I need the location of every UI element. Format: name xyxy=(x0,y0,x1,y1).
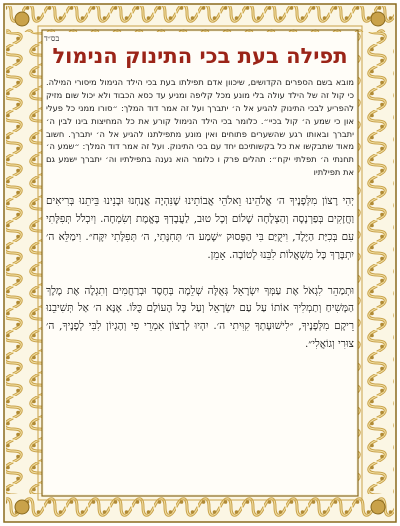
document-body xyxy=(44,32,356,494)
intro-paragraph: מובא בשם הספרים הקדושים, שיכוון אדם תפילתו בעת בכי הילד הנימול מיסורי המילה. כי קול זה של הילד עולה בלי מונע מכל קליפה ומניע עד כסא הכבוד ולא יכול שום מזיק להפריע לבכי התינוק להגיע אל ה׳ יתברך ועל זה אמר דוד המלך: ״סורו ממני כל פעלי און כי שמע ה׳ קול בכיי״. כלומר בכי הילד הנימול קורע את כל המחיצות בינו לבין ה׳ יתברך ובאותו רגע שהשערים פתוחים ואין מונע מתפילתנו להגיע אל ה׳ יתברך. חשוב מאוד שתבקשו את כל בקשותיכם יחד עם בכי התינוק. ועל זה אמר דוד המלך: ״שמע ה׳ תחנתי ה׳ תפלתי יקח״: תהלים פרק ו כלומר הוא נענה בתפילתיו וה׳ יתברך ישמע גם את תפילתיו xyxy=(46,77,354,178)
bsd-header: בס״ד xyxy=(44,34,60,43)
page-title: תפילה בעת בכי התינוק הנימול xyxy=(52,44,348,68)
prayer-paragraph-2: וּתְמַהֵר לִגְאֹל אֶת עַמְּךָ יִשְׂרָאֵל גְּאֻלָּה שְׁלֵמָה בְּחֶסֶד וּבְרַחֲמִים וְתִגְלֶה אֶת מֶלֶךְ הַמָּשִׁיחַ וְתַמְלִיךְ אוֹתוֹ עַל עַם יִשְׂרָאֵל וְעַל כָּל הָעוֹלָם כֻּלּוֹ. אָנָּא ה׳ אַל תְּשִׁיבֵנוּ רֵיקָם מִלְּפָנֶיךָ, ״לִישׁוּעָתְךָ קִוִּיתִי ה׳. יִהְיוּ לְרָצוֹן אִמְרֵי פִי וְהֶגְיוֹן לִבִּי לְפָנֶיךָ, ה׳ צוּרִי וְגוֹאֲלִי״. xyxy=(46,284,354,351)
prayer-paragraph-1: יְהִי רָצוֹן מִלְּפָנֶיךָ ה׳ אֱלֹהֵינוּ וֵאלֹהֵי אֲבוֹתֵינוּ שֶׁנִּהְיֶה אֲנַחְנוּ וּבָנֵינוּ בֵּיתֵנוּ בְּרִיאִים וַחֲזָקִים בְּפַרְנָסָה וְהַצְלָחָה שָׁלוֹם וְכָל טוּב, לַעֲבָדְךָ בֶּאֱמֶת וְשִׂמְחָה. וְיִכְלֹל תְּפִלָּתִי עִם בְּכִיַּת הַיֶּלֶד, וִיקֻיַּם בִּי הַפָּסוּק ״שָׁמַע ה׳ תְּחִנָּתִי, ה׳ תְּפִלָּתִי יִקָּח״. וִימַלֵּא ה׳ יִתְבָּרַךְ כָּל מִשְׁאֲלוֹת לִבֵּנוּ לְטוֹבָה. אָמֵן. xyxy=(46,194,354,261)
